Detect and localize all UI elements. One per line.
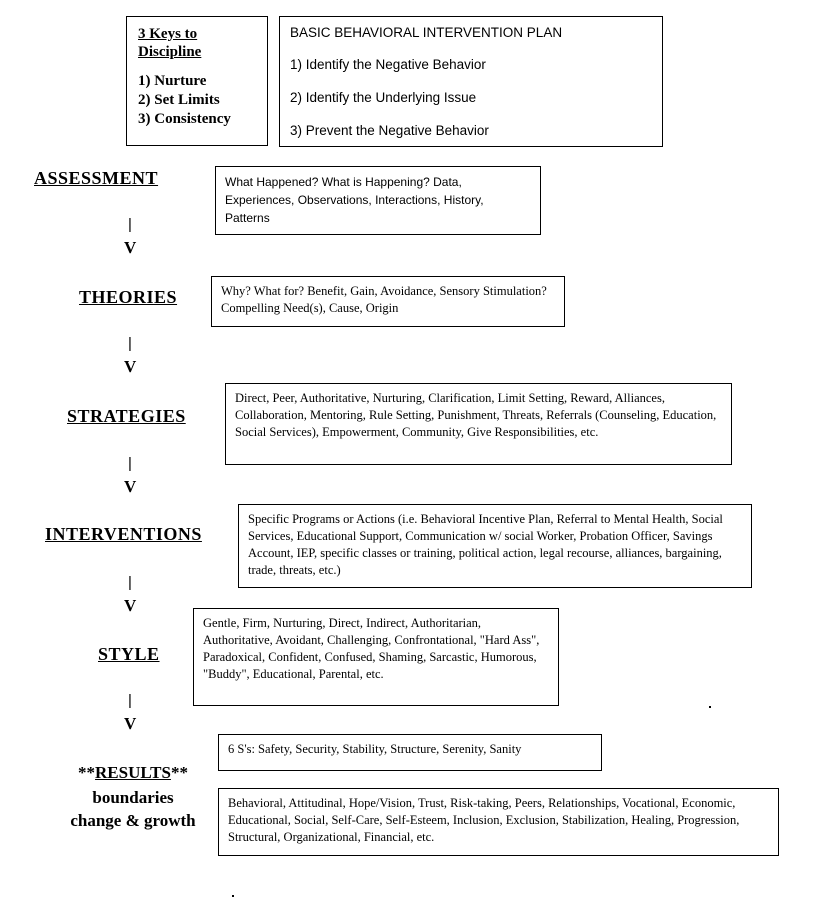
flow-arrow-head: V	[124, 357, 137, 376]
stray-dot	[709, 706, 711, 708]
keys-title-line1: 3 Keys to	[138, 26, 198, 42]
plan-step: 1) Identify the Negative Behavior	[290, 57, 486, 72]
strategies-description-box	[225, 383, 732, 465]
key-item: 2) Set Limits	[138, 92, 220, 108]
plan-step: 2) Identify the Underlying Issue	[290, 90, 477, 105]
flow-arrow-shaft: |	[128, 692, 132, 709]
flow-arrow-shaft: |	[128, 335, 132, 352]
flow-arrow-head: V	[124, 477, 137, 496]
assessment-description-box	[215, 166, 541, 235]
flow-arrow-shaft: |	[128, 216, 132, 233]
flow-arrow-shaft: |	[128, 455, 132, 472]
plan-title: BASIC BEHAVIORAL INTERVENTION PLAN	[290, 25, 563, 40]
stage-label-assessment: ASSESSMENT	[34, 168, 159, 188]
keys-to-discipline-box	[126, 16, 268, 146]
assessment-description: What Happened? What is Happening? Data, Experiences, Observations, Interactions, History, Patterns	[225, 175, 484, 225]
results-boundaries: boundaries	[92, 788, 174, 807]
keys-title-line2: Discipline	[138, 44, 202, 60]
results-suffix: **	[170, 763, 188, 782]
stage-label-theories: THEORIES	[79, 287, 178, 307]
plan-step: 3) Prevent the Negative Behavior	[290, 123, 489, 138]
results-change-growth: change & growth	[70, 811, 196, 830]
interventions-description: Specific Programs or Actions (i.e. Behavioral Incentive Plan, Referral to Mental Health, Social Services, Educational Support, Communication w/ social Worker, Probation Officer, Savings Account, IEP, specific classes or training, political action, legal recourse, alliances, bargaining, trade, threats, etc.)	[248, 512, 723, 577]
style-description: Gentle, Firm, Nurturing, Direct, Indirect, Authoritarian, Authoritative, Avoidant, Challenging, Confrontational, "Hard Ass", Paradoxical, Confident, Confused, Shaming, Sarcastic, Humorous, "Buddy", Educational, Parental, etc.	[203, 616, 540, 681]
style-description-box	[193, 608, 559, 706]
stage-label-strategies: STRATEGIES	[67, 406, 186, 426]
key-item: 1) Nurture	[138, 73, 207, 89]
strategies-description: Direct, Peer, Authoritative, Nurturing, Clarification, Limit Setting, Reward, Alliances, Collaboration, Mentoring, Rule Setting, Punishment, Threats, Referrals (Counseling, Education, Social Services), Empowerment, Community, Give Responsibilities, etc.	[235, 391, 717, 439]
six-s-box	[218, 734, 602, 771]
intervention-plan-box	[279, 16, 663, 147]
outcomes-text: Behavioral, Attitudinal, Hope/Vision, Trust, Risk-taking, Peers, Relationships, Vocational, Economic, Educational, Social, Self-Care, Self-Esteem, Inclusion, Exclusion, Stabilization, Healing, Progression, Structural, Organizational, Financial, etc.	[228, 796, 740, 844]
interventions-description-box	[238, 504, 752, 588]
results-prefix: **	[78, 763, 96, 782]
stage-label-style: STYLE	[98, 644, 160, 664]
theories-description: Why? What for? Benefit, Gain, Avoidance, Sensory Stimulation? Compelling Need(s), Cause, Origin	[221, 284, 547, 315]
flow-arrow-shaft: |	[128, 574, 132, 591]
theories-description-box	[211, 276, 565, 327]
flow-arrow-head: V	[124, 238, 137, 257]
results-heading	[28, 762, 238, 783]
outcomes-box	[218, 788, 779, 856]
key-item: 3) Consistency	[138, 111, 231, 127]
flow-arrow-head: V	[124, 714, 137, 733]
stage-label-interventions: INTERVENTIONS	[45, 524, 202, 544]
results-label: RESULTS	[95, 763, 171, 782]
six-s-text: 6 S's: Safety, Security, Stability, Structure, Serenity, Sanity	[228, 742, 522, 756]
stray-dot	[232, 895, 234, 897]
flow-arrow-head: V	[124, 596, 137, 615]
